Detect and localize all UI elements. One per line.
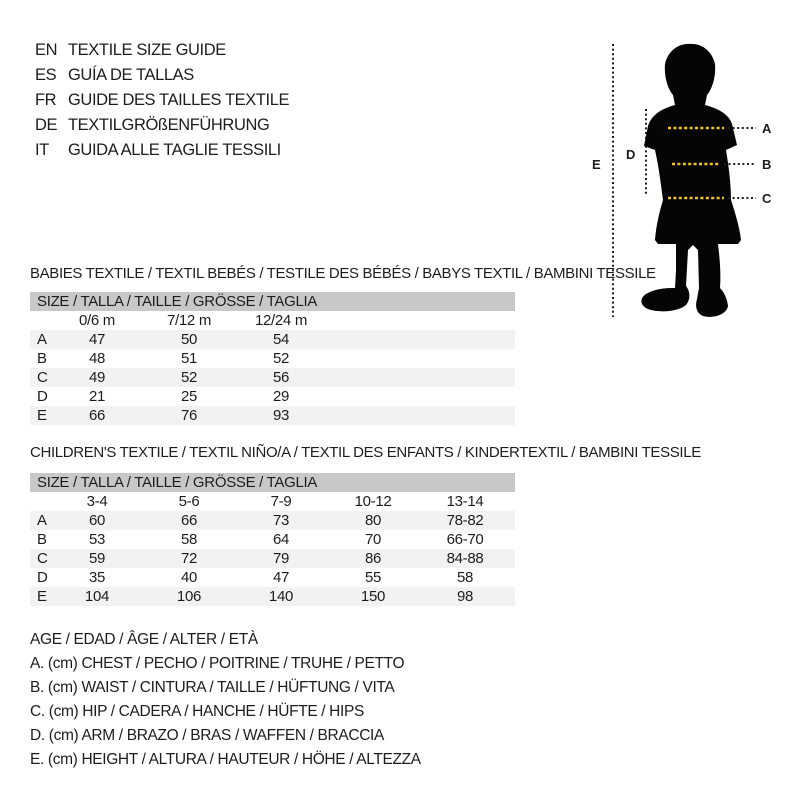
row-label: C xyxy=(37,550,48,567)
column-header: 3-4 xyxy=(86,493,108,510)
lang-code: IT xyxy=(35,141,49,159)
lang-row-es xyxy=(35,63,289,88)
table-row-a xyxy=(30,511,515,530)
legend-line-height: E. (cm) HEIGHT / ALTURA / HAUTEUR / HÖHE / ALTEZZA xyxy=(30,751,421,768)
children-size-header-band: SIZE / TALLA / TAILLE / GRÖSSE / TAGLIA xyxy=(30,473,515,492)
measurement-legend xyxy=(30,628,421,772)
table-cell: 73 xyxy=(272,512,290,529)
column-header: 7/12 m xyxy=(166,312,212,329)
table-cell: 80 xyxy=(364,512,382,529)
lang-code: FR xyxy=(35,91,57,109)
column-header: 12/24 m xyxy=(254,312,308,329)
row-label: E xyxy=(37,588,47,605)
babies-size-table xyxy=(30,292,515,425)
legend-line-age: AGE / EDAD / ÂGE / ALTER / ETÀ xyxy=(30,631,258,648)
table-cell: 54 xyxy=(272,331,290,348)
table-cell: 104 xyxy=(84,588,110,605)
table-cell: 66-70 xyxy=(446,531,484,548)
table-cell: 84-88 xyxy=(446,550,484,567)
children-size-table xyxy=(30,473,515,606)
row-label: E xyxy=(37,407,47,424)
table-cell: 52 xyxy=(180,369,198,386)
column-header: 13-14 xyxy=(446,493,484,510)
column-header: 10-12 xyxy=(354,493,392,510)
marker-label-d: D xyxy=(626,147,636,162)
lang-code: EN xyxy=(35,41,58,59)
table-cell: 55 xyxy=(364,569,382,586)
legend-line-chest: A. (cm) CHEST / PECHO / POITRINE / TRUHE / PETTO xyxy=(30,655,405,672)
marker-label-e: E xyxy=(592,157,601,172)
table-cell: 21 xyxy=(88,388,106,405)
lang-title: GUIDE DES TAILLES TEXTILE xyxy=(68,91,290,109)
table-cell: 51 xyxy=(180,350,198,367)
table-cell: 59 xyxy=(88,550,106,567)
row-label: D xyxy=(37,388,48,405)
lang-row-en xyxy=(35,38,289,63)
table-cell: 29 xyxy=(272,388,290,405)
lang-row-it xyxy=(35,138,289,163)
lang-code: ES xyxy=(35,66,57,84)
lang-title: TEXTILGRÖßENFÜHRUNG xyxy=(68,116,270,134)
row-label: A xyxy=(37,331,47,348)
table-cell: 52 xyxy=(272,350,290,367)
row-label: D xyxy=(37,569,48,586)
marker-label-c: C xyxy=(762,191,772,206)
table-cell: 66 xyxy=(88,407,106,424)
lang-title: GUÍA DE TALLAS xyxy=(68,66,194,84)
row-label: C xyxy=(37,369,48,386)
table-cell: 86 xyxy=(364,550,382,567)
table-cell: 56 xyxy=(272,369,290,386)
table-row-b xyxy=(30,530,515,549)
table-cell: 72 xyxy=(180,550,198,567)
table-row-c xyxy=(30,368,515,387)
column-header: 0/6 m xyxy=(78,312,115,329)
table-cell: 40 xyxy=(180,569,198,586)
table-cell: 53 xyxy=(88,531,106,548)
table-row-e xyxy=(30,587,515,606)
table-cell: 35 xyxy=(88,569,106,586)
row-label: B xyxy=(37,531,47,548)
table-cell: 49 xyxy=(88,369,106,386)
babies-size-header-band: SIZE / TALLA / TAILLE / GRÖSSE / TAGLIA xyxy=(30,292,515,311)
row-label: B xyxy=(37,350,47,367)
lang-row-fr xyxy=(35,88,289,113)
table-cell: 150 xyxy=(360,588,386,605)
table-cell: 66 xyxy=(180,512,198,529)
children-table-title: CHILDREN'S TEXTILE / TEXTIL NIÑO/A / TEXTIL DES ENFANTS / KINDERTEXTIL / BAMBINI TESSILE xyxy=(30,444,701,461)
lang-title: GUIDA ALLE TAGLIE TESSILI xyxy=(68,141,281,159)
language-title-list xyxy=(35,38,289,163)
babies-column-header-row xyxy=(30,311,515,330)
table-cell: 50 xyxy=(180,331,198,348)
table-row-d xyxy=(30,387,515,406)
table-row-a xyxy=(30,330,515,349)
table-cell: 79 xyxy=(272,550,290,567)
column-header: 5-6 xyxy=(178,493,200,510)
children-column-header-row xyxy=(30,492,515,511)
babies-table-title: BABIES TEXTILE / TEXTIL BEBÉS / TESTILE DES BÉBÉS / BABYS TEXTIL / BAMBINI TESSILE xyxy=(30,265,656,282)
table-row-c xyxy=(30,549,515,568)
table-cell: 48 xyxy=(88,350,106,367)
table-cell: 98 xyxy=(456,588,474,605)
table-cell: 106 xyxy=(176,588,202,605)
lang-title: TEXTILE SIZE GUIDE xyxy=(68,41,226,59)
table-row-d xyxy=(30,568,515,587)
column-header: 7-9 xyxy=(270,493,292,510)
marker-label-a: A xyxy=(762,121,772,136)
marker-label-b: B xyxy=(762,157,772,172)
lang-code: DE xyxy=(35,116,58,134)
table-cell: 25 xyxy=(180,388,198,405)
table-cell: 140 xyxy=(268,588,294,605)
row-label: A xyxy=(37,512,47,529)
table-cell: 70 xyxy=(364,531,382,548)
legend-line-arm: D. (cm) ARM / BRAZO / BRAS / WAFFEN / BRACCIA xyxy=(30,727,384,744)
table-row-b xyxy=(30,349,515,368)
table-cell: 93 xyxy=(272,407,290,424)
table-cell: 78-82 xyxy=(446,512,484,529)
table-row-e xyxy=(30,406,515,425)
table-cell: 58 xyxy=(180,531,198,548)
table-cell: 76 xyxy=(180,407,198,424)
table-cell: 47 xyxy=(88,331,106,348)
lang-row-de xyxy=(35,113,289,138)
legend-line-waist: B. (cm) WAIST / CINTURA / TAILLE / HÜFTUNG / VITA xyxy=(30,679,395,696)
table-cell: 47 xyxy=(272,569,290,586)
table-cell: 64 xyxy=(272,531,290,548)
table-cell: 60 xyxy=(88,512,106,529)
table-cell: 58 xyxy=(456,569,474,586)
legend-line-hip: C. (cm) HIP / CADERA / HANCHE / HÜFTE / HIPS xyxy=(30,703,364,720)
child-silhouette xyxy=(641,44,741,317)
